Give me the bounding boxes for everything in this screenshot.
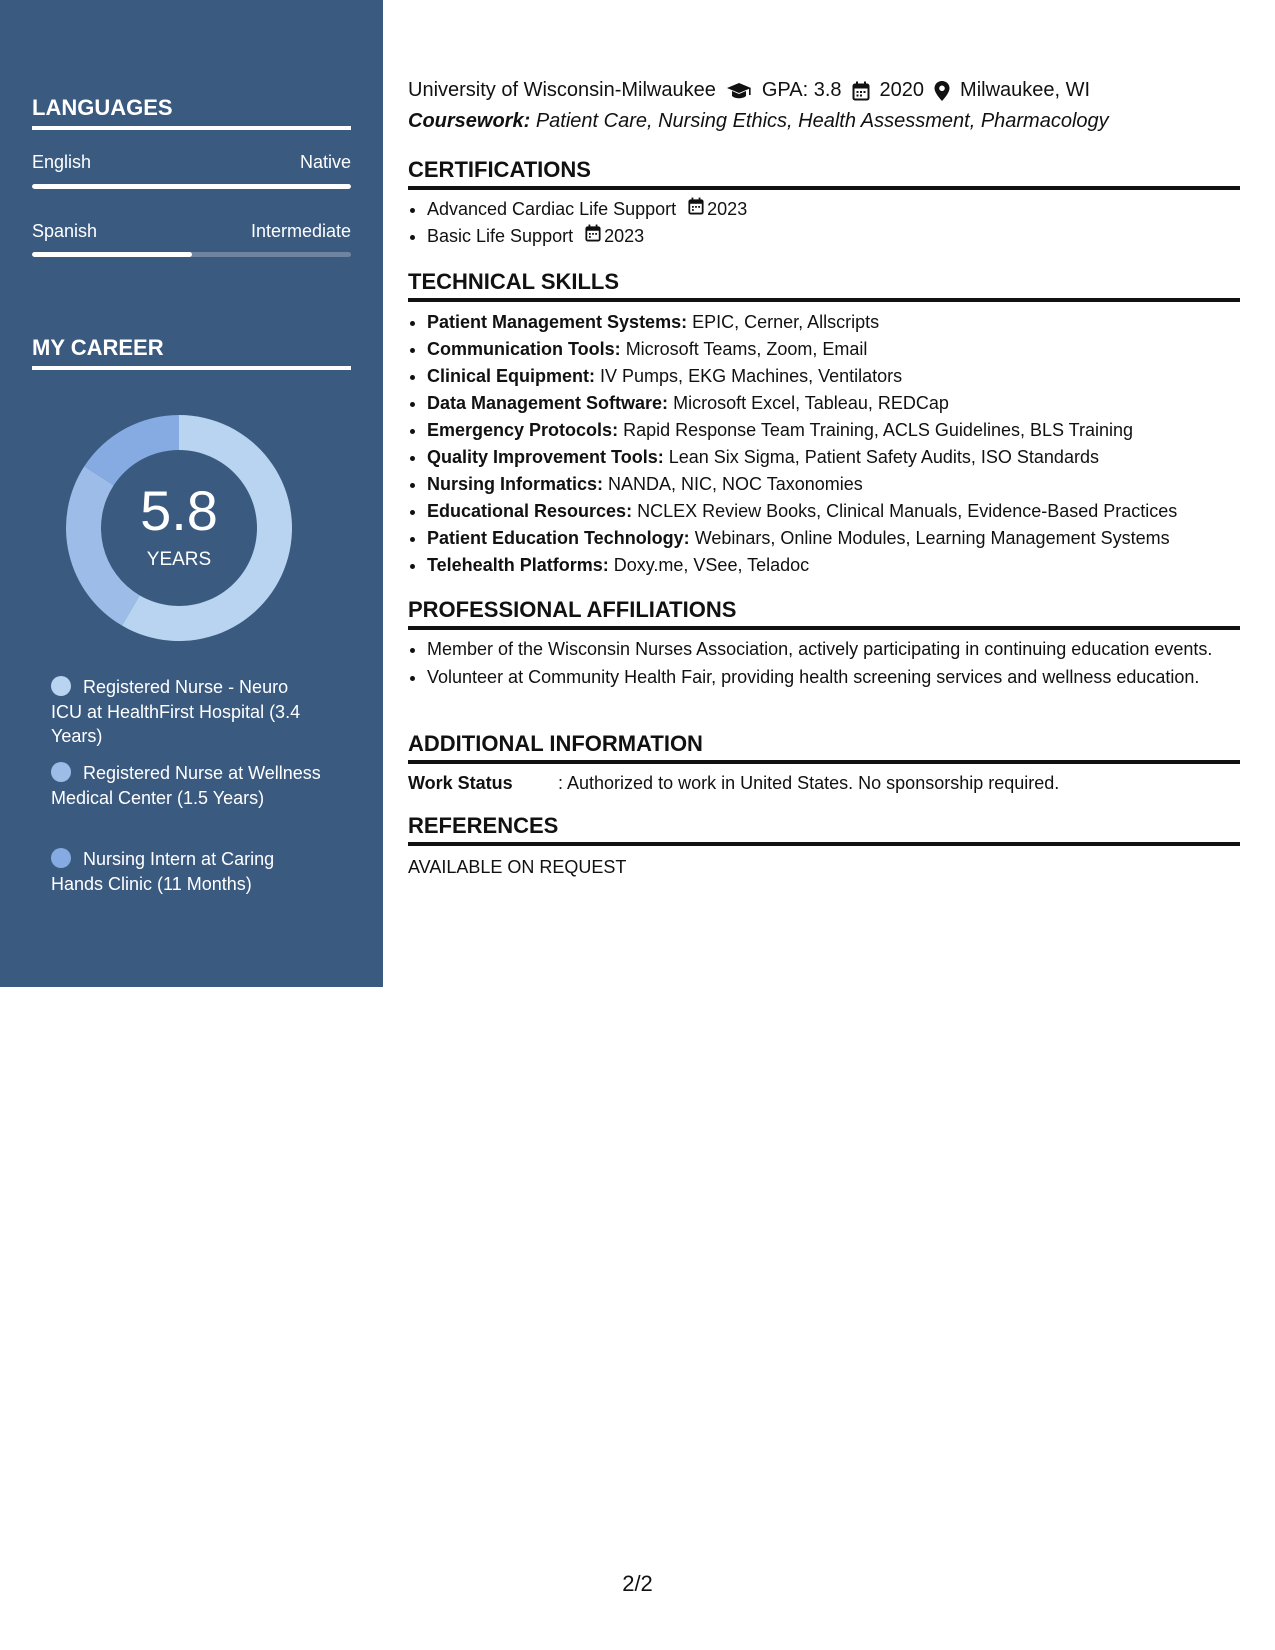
list-item <box>427 444 1240 471</box>
language-level: Intermediate <box>250 221 351 241</box>
career-dot <box>51 762 71 782</box>
skill-value: IV Pumps, EKG Machines, Ventilators <box>600 366 903 386</box>
list-item: • Volunteer at Community Health Fair, providing health screening services and wellness education. <box>427 665 1240 690</box>
skill-label: Patient Management Systems: <box>427 312 688 332</box>
work-status-value: : Authorized to work in United States. No sponsorship required. <box>558 773 1060 793</box>
career-heading: MY CAREER <box>32 335 351 370</box>
calendar-icon <box>585 223 604 250</box>
gpa: GPA: 3.8 <box>761 79 842 101</box>
sidebar <box>0 0 383 987</box>
career-dot <box>51 848 71 868</box>
career-item <box>51 675 321 749</box>
certifications-heading: CERTIFICATIONS <box>408 157 1240 190</box>
list-item <box>427 552 1240 579</box>
cert-name: Advanced Cardiac Life Support <box>427 199 677 219</box>
career-item <box>51 847 321 896</box>
skill-value: NCLEX Review Books, Clinical Manuals, Evidence-Based Practices <box>637 501 1178 521</box>
skill-label: Quality Improvement Tools: <box>427 447 664 467</box>
list-item <box>427 417 1240 444</box>
list-item <box>427 363 1240 390</box>
skill-value: Rapid Response Team Training, ACLS Guidelines, BLS Training <box>623 420 1134 440</box>
language-bar-fill <box>32 184 351 189</box>
donut-slice <box>84 415 179 485</box>
career-dot <box>51 676 71 696</box>
affiliations-heading: PROFESSIONAL AFFILIATIONS <box>408 597 1240 630</box>
cert-year: 2023 <box>707 199 748 219</box>
language-level: Native <box>299 152 351 172</box>
school-name: University of Wisconsin-Milwaukee <box>408 79 716 101</box>
list-item <box>427 223 1240 250</box>
language-bar-spanish <box>32 252 351 257</box>
list-item <box>427 390 1240 417</box>
graduation-cap-icon <box>726 81 752 101</box>
skills-list <box>427 309 1240 579</box>
additional-info-heading: ADDITIONAL INFORMATION <box>408 731 1240 764</box>
coursework-list: Patient Care, Nursing Ethics, Health Assessment, Pharmacology <box>535 110 1109 132</box>
work-status-label: Work Status <box>408 773 513 793</box>
skill-value: Microsoft Teams, Zoom, Email <box>625 339 868 359</box>
certifications-list <box>427 196 1240 250</box>
career-total-value: 5.8 <box>140 479 218 542</box>
skill-label: Nursing Informatics: <box>427 474 604 494</box>
cert-name: Basic Life Support <box>427 226 574 246</box>
skill-value: EPIC, Cerner, Allscripts <box>692 312 880 332</box>
languages-heading: LANGUAGES <box>32 95 351 130</box>
coursework <box>408 110 1240 133</box>
skill-label: Educational Resources: <box>427 501 633 521</box>
career-label: Registered Nurse - Neuro ICU at HealthFirst Hospital (3.4 Years) <box>51 677 301 746</box>
cert-year: 2023 <box>604 226 645 246</box>
references-heading: REFERENCES <box>408 813 1240 846</box>
coursework-label: Coursework: <box>408 110 531 132</box>
career-item <box>51 761 321 810</box>
list-item: • Member of the Wisconsin Nurses Association, actively participating in continuing education events. <box>427 637 1240 662</box>
list-item <box>427 336 1240 363</box>
skill-label: Data Management Software: <box>427 393 669 413</box>
skill-label: Communication Tools: <box>427 339 621 359</box>
graduation-year: 2020 <box>879 79 925 101</box>
language-row-spanish <box>32 221 351 242</box>
skill-label: Emergency Protocols: <box>427 420 619 440</box>
page-number: 2/2 <box>622 1571 653 1596</box>
location-pin-icon <box>934 81 950 101</box>
calendar-icon <box>852 81 870 101</box>
language-name: English <box>32 152 92 172</box>
affiliations-list <box>427 637 1240 692</box>
language-row-english <box>32 152 351 173</box>
skill-value: NANDA, NIC, NOC Taxonomies <box>608 474 863 494</box>
skill-label: Patient Education Technology: <box>427 528 690 548</box>
language-name: Spanish <box>32 221 98 241</box>
references-text: AVAILABLE ON REQUEST <box>408 857 627 877</box>
skill-value: Webinars, Online Modules, Learning Management Systems <box>694 528 1170 548</box>
career-label: Registered Nurse at Wellness Medical Center (1.5 Years) <box>51 763 321 808</box>
language-bar-fill <box>32 252 192 257</box>
list-item <box>427 471 1240 498</box>
language-bar-english <box>32 184 351 189</box>
technical-skills-heading: TECHNICAL SKILLS <box>408 269 1240 302</box>
school-location: Milwaukee, WI <box>960 79 1091 101</box>
list-item <box>427 309 1240 336</box>
skill-value: Lean Six Sigma, Patient Safety Audits, ISO Standards <box>668 447 1099 467</box>
list-item <box>427 525 1240 552</box>
calendar-icon <box>688 196 707 223</box>
career-total-unit: YEARS <box>146 549 212 570</box>
skill-label: Clinical Equipment: <box>427 366 596 386</box>
education-line <box>408 79 1240 102</box>
skill-label: Telehealth Platforms: <box>427 555 609 575</box>
list-item <box>427 498 1240 525</box>
work-status <box>408 773 1240 794</box>
skill-value: Microsoft Excel, Tableau, REDCap <box>673 393 949 413</box>
career-label: Nursing Intern at Caring Hands Clinic (11 Months) <box>51 849 275 894</box>
skill-value: Doxy.me, VSee, Teladoc <box>613 555 810 575</box>
list-item <box>427 196 1240 223</box>
